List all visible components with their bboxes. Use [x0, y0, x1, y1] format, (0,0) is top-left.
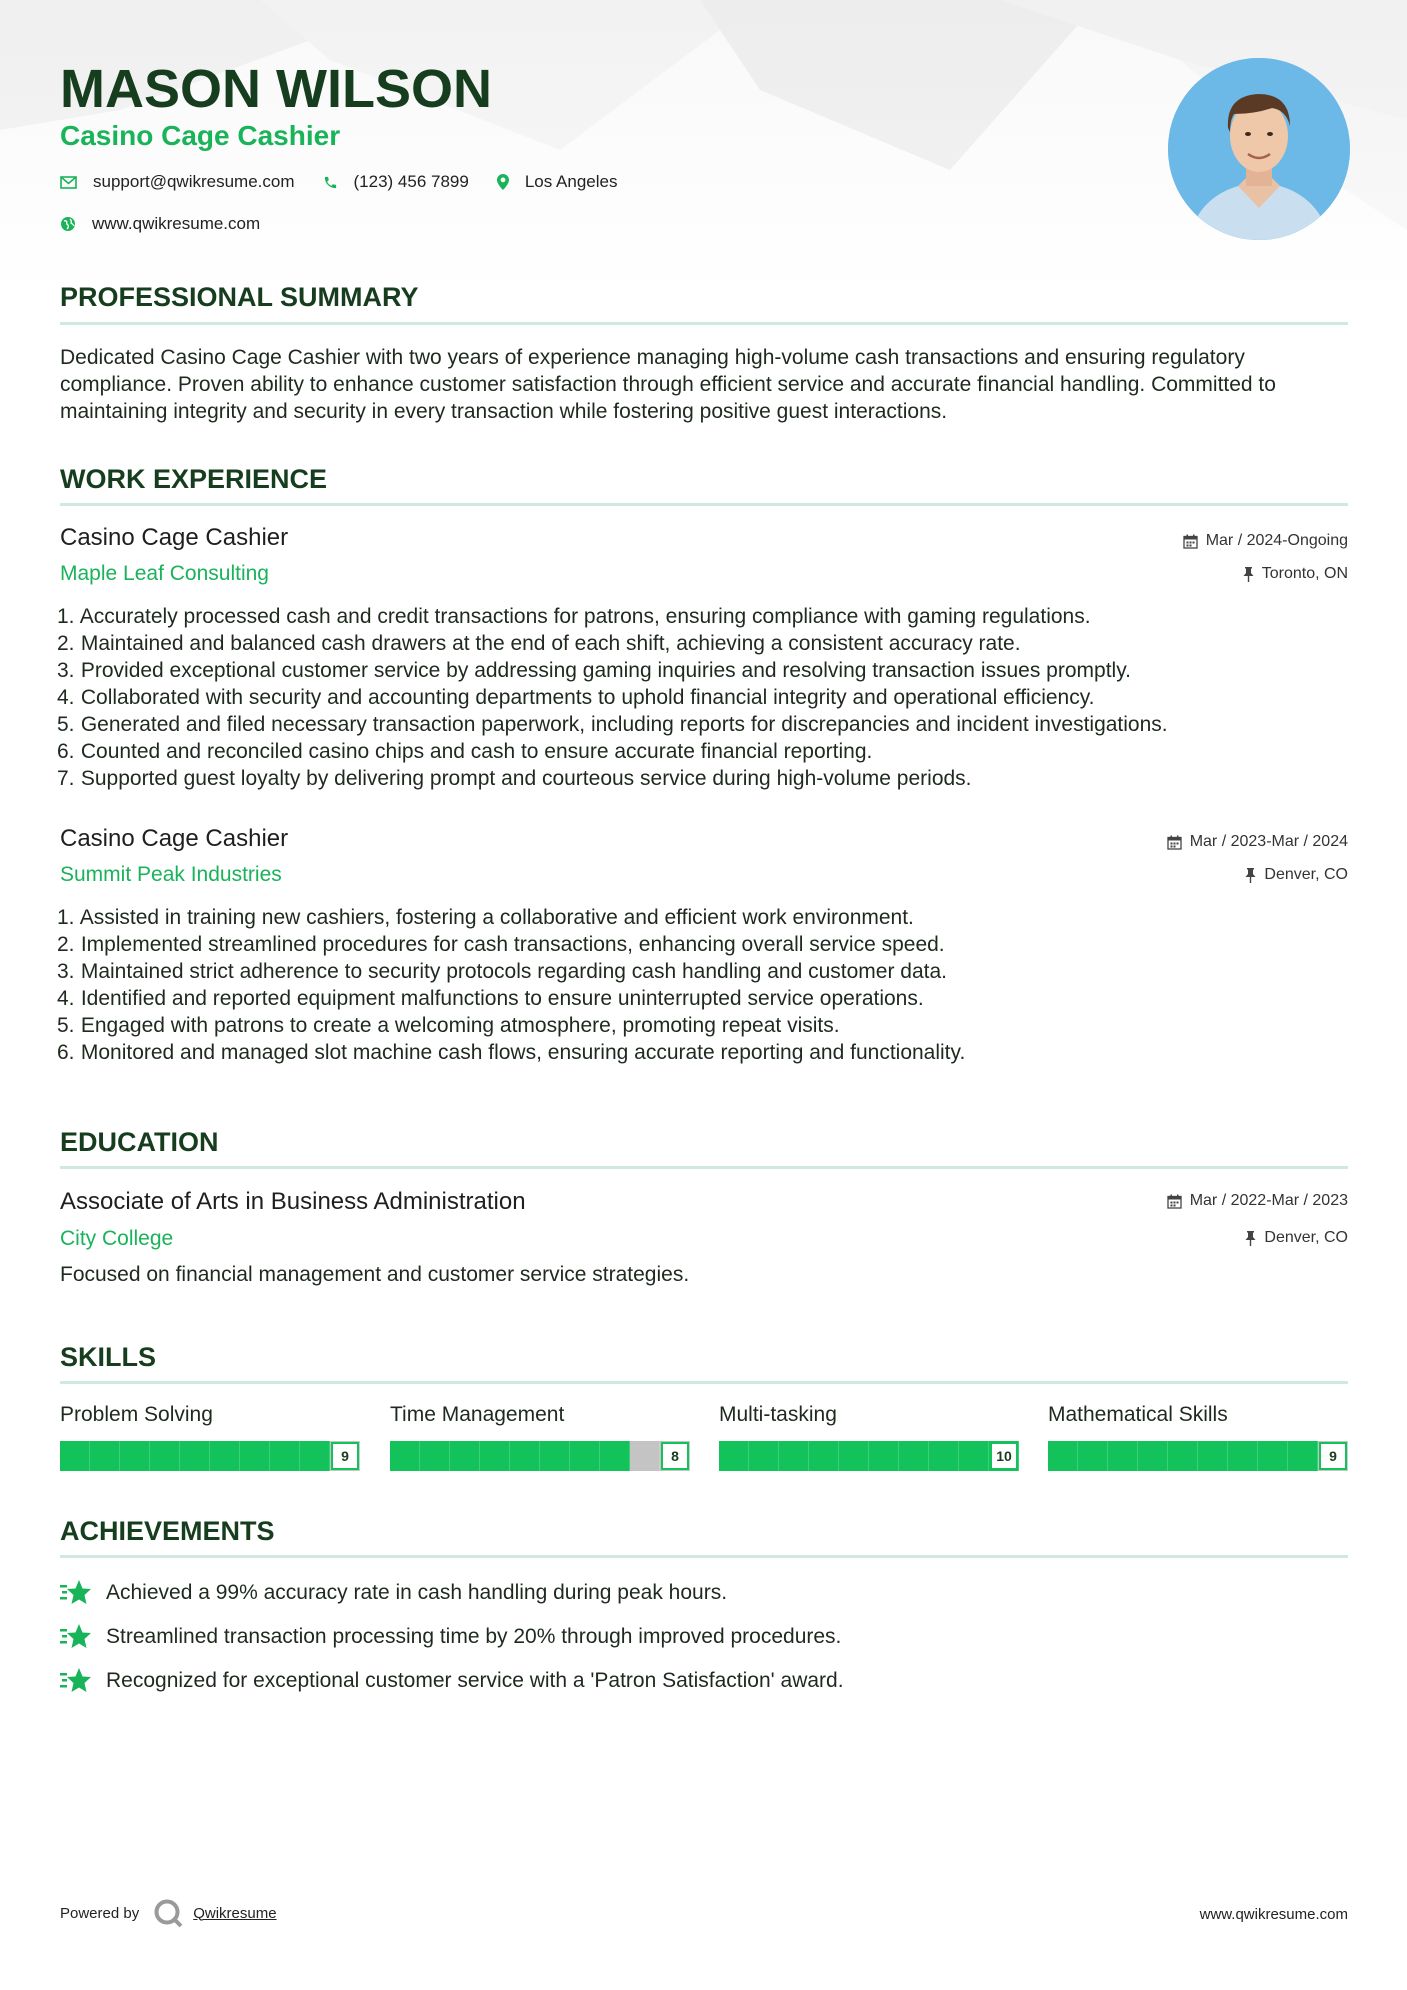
- star-icon: [60, 1666, 92, 1696]
- job-dates-text: Mar / 2024-Ongoing: [1205, 532, 1348, 549]
- skill-bar-segment: [1108, 1441, 1138, 1471]
- list-item: 1. Accurately processed cash and credit transactions for patrons, ensuring compliance with gaming regulations.: [57, 605, 1091, 628]
- skill-name: Multi-tasking: [719, 1403, 837, 1426]
- list-item: 2. Implemented streamlined procedures for cash transactions, enhancing overall service speed.: [57, 933, 945, 956]
- job-location: [1243, 565, 1348, 583]
- footer-powered-by: [60, 1898, 277, 1928]
- email-text: support@qwikresume.com: [93, 172, 295, 191]
- skill-level-badge: 9: [1319, 1442, 1347, 1470]
- qwikresume-logo-icon: [153, 1898, 183, 1928]
- skill-bar-segment: [749, 1441, 779, 1471]
- location-text: Los Angeles: [524, 172, 618, 191]
- pushpin-icon: [1243, 567, 1254, 582]
- job-bullets: [57, 904, 966, 1066]
- footer-website[interactable]: www.qwikresume.com: [1199, 1906, 1348, 1923]
- job-title: Casino Cage Cashier: [60, 825, 289, 852]
- contact-row-2: [60, 214, 288, 234]
- skill-bar-segment: [1048, 1441, 1078, 1471]
- job-location-text: Denver, CO: [1264, 866, 1348, 883]
- list-item: 6. Monitored and managed slot machine cash flows, ensuring accurate reporting and functionality.: [57, 1041, 966, 1064]
- skill-bar: [60, 1441, 360, 1471]
- skill-level-badge: 8: [661, 1442, 689, 1470]
- contact-phone[interactable]: [323, 172, 469, 192]
- achievement-item: [60, 1578, 727, 1608]
- map-pin-icon: [497, 174, 509, 190]
- star-icon: [60, 1578, 92, 1608]
- phone-icon: [323, 175, 338, 190]
- skill-bar-segment: [839, 1441, 869, 1471]
- skill-bar-segment: [450, 1441, 480, 1471]
- job-company: Maple Leaf Consulting: [60, 562, 269, 585]
- phone-text: (123) 456 7899: [353, 172, 469, 191]
- skill-name: Time Management: [390, 1403, 565, 1426]
- achievement-text: Streamlined transaction processing time by 20% through improved procedures.: [106, 1625, 842, 1648]
- pushpin-icon: [1245, 1231, 1256, 1246]
- education-dates: [1167, 1192, 1348, 1210]
- calendar-icon: [1167, 1194, 1182, 1209]
- school-name: City College: [60, 1227, 174, 1250]
- job-bullets: [57, 603, 1168, 792]
- calendar-icon: [1167, 835, 1182, 850]
- brand-link[interactable]: Qwikresume: [193, 1904, 277, 1922]
- section-divider: [60, 1166, 1348, 1169]
- list-item: 3. Provided exceptional customer service by addressing gaming inquiries and resolving transaction issues promptly.: [57, 659, 1131, 682]
- globe-icon: [60, 216, 76, 232]
- skill-bar-segment: [600, 1441, 630, 1471]
- contact-location: [497, 172, 618, 192]
- skill-bar-segment: [390, 1441, 420, 1471]
- list-item: 3. Maintained strict adherence to security protocols regarding cash handling and customer data.: [57, 960, 948, 983]
- skill-bar-segment: [1138, 1441, 1168, 1471]
- skill-bar-segment: [929, 1441, 959, 1471]
- skill-bar-segment: [60, 1441, 90, 1471]
- achievement-text: Recognized for exceptional customer service with a 'Patron Satisfaction' award.: [106, 1669, 844, 1692]
- skill-bar-segment: [420, 1441, 450, 1471]
- contact-website[interactable]: [60, 214, 260, 234]
- skill-bar-segment: [1288, 1441, 1318, 1471]
- summary-text: Dedicated Casino Cage Cashier with two years of experience managing high-volume cash transactions and ensuring regulatory compliance. Proven ability to enhance customer satisfaction through efficient service and accurate financial handling. Committed to maintaining integrity and security in every transaction while fostering positive guest interactions.: [60, 346, 1276, 423]
- calendar-icon: [1183, 534, 1198, 549]
- skill-bar-segment: [630, 1441, 660, 1471]
- job-title: Casino Cage Cashier: [60, 524, 289, 551]
- skill-name: Mathematical Skills: [1048, 1403, 1228, 1426]
- powered-by-text: Powered by: [60, 1904, 140, 1922]
- skills-heading: SKILLS: [60, 1342, 157, 1372]
- skill-bar: [390, 1441, 690, 1471]
- experience-heading: WORK EXPERIENCE: [60, 464, 328, 494]
- list-item: 6. Counted and reconciled casino chips and cash to ensure accurate financial reporting.: [57, 740, 873, 763]
- skill-item: [719, 1403, 1019, 1471]
- skill-bar-segment: [480, 1441, 510, 1471]
- section-divider: [60, 503, 1348, 506]
- skill-bar-segment: [779, 1441, 809, 1471]
- skill-bar-segment: [1078, 1441, 1108, 1471]
- job-location-text: Toronto, ON: [1261, 565, 1348, 582]
- skill-bar-segment: [240, 1441, 270, 1471]
- job-dates: [1183, 532, 1348, 550]
- skill-item: [390, 1403, 690, 1471]
- achievement-text: Achieved a 99% accuracy rate in cash handling during peak hours.: [106, 1581, 728, 1604]
- skill-name: Problem Solving: [60, 1403, 213, 1426]
- education-location-text: Denver, CO: [1264, 1229, 1348, 1246]
- candidate-name: MASON WILSON: [60, 59, 492, 119]
- education-description: Focused on financial management and customer service strategies.: [60, 1263, 690, 1286]
- skill-bar-segment: [719, 1441, 749, 1471]
- skill-bar: [1048, 1441, 1348, 1471]
- job-location: [1245, 866, 1348, 884]
- section-divider: [60, 1381, 1348, 1384]
- list-item: 7. Supported guest loyalty by delivering prompt and courteous service during high-volume periods.: [57, 767, 972, 790]
- skill-bar-segment: [809, 1441, 839, 1471]
- list-item: 5. Generated and filed necessary transaction paperwork, including reports for discrepancies and incident investigations.: [57, 713, 1168, 736]
- section-divider: [60, 1555, 1348, 1558]
- degree-title: Associate of Arts in Business Administration: [60, 1188, 526, 1215]
- skill-bar-segment: [959, 1441, 989, 1471]
- contact-email[interactable]: [60, 172, 295, 192]
- list-item: 1. Assisted in training new cashiers, fostering a collaborative and efficient work environment.: [57, 906, 914, 929]
- website-text: www.qwikresume.com: [92, 214, 261, 233]
- pushpin-icon: [1245, 868, 1256, 883]
- skill-bar-segment: [270, 1441, 300, 1471]
- skill-bar-segment: [1228, 1441, 1258, 1471]
- skill-bar-segment: [150, 1441, 180, 1471]
- job-dates: [1167, 833, 1348, 851]
- skill-bar-segment: [1198, 1441, 1228, 1471]
- candidate-title: Casino Cage Cashier: [60, 120, 341, 151]
- skill-item: [60, 1403, 360, 1471]
- education-location: [1245, 1229, 1348, 1247]
- skill-bar-segment: [899, 1441, 929, 1471]
- skill-bar-segment: [1258, 1441, 1288, 1471]
- skill-bar-segment: [510, 1441, 540, 1471]
- skill-item: [1048, 1403, 1348, 1471]
- achievements-heading: ACHIEVEMENTS: [60, 1516, 275, 1546]
- section-divider: [60, 322, 1348, 325]
- avatar: [1168, 58, 1350, 240]
- achievement-item: [60, 1622, 841, 1652]
- list-item: 4. Collaborated with security and accounting departments to uphold financial integrity and operational efficiency.: [57, 686, 1095, 709]
- star-icon: [60, 1622, 92, 1652]
- skill-level-badge: 10: [990, 1442, 1018, 1470]
- list-item: 2. Maintained and balanced cash drawers at the end of each shift, achieving a consistent accuracy rate.: [57, 632, 1021, 655]
- achievement-item: [60, 1666, 844, 1696]
- job-dates-text: Mar / 2023-Mar / 2024: [1189, 833, 1348, 850]
- job-company: Summit Peak Industries: [60, 863, 282, 886]
- skill-bar: [719, 1441, 1019, 1471]
- skill-bar-segment: [1168, 1441, 1198, 1471]
- education-heading: EDUCATION: [60, 1127, 219, 1157]
- skill-bar-segment: [869, 1441, 899, 1471]
- skill-level-badge: 9: [331, 1442, 359, 1470]
- education-dates-text: Mar / 2022-Mar / 2023: [1189, 1192, 1348, 1209]
- skill-bar-segment: [120, 1441, 150, 1471]
- summary-heading: PROFESSIONAL SUMMARY: [60, 282, 419, 312]
- skill-bar-segment: [210, 1441, 240, 1471]
- profile-photo: [1168, 58, 1350, 240]
- skill-bar-segment: [180, 1441, 210, 1471]
- skill-bar-segment: [570, 1441, 600, 1471]
- skill-bar-segment: [540, 1441, 570, 1471]
- skill-bar-segment: [300, 1441, 330, 1471]
- list-item: 5. Engaged with patrons to create a welcoming atmosphere, promoting repeat visits.: [57, 1014, 840, 1037]
- envelope-icon: [60, 176, 77, 189]
- skill-bar-segment: [90, 1441, 120, 1471]
- list-item: 4. Identified and reported equipment malfunctions to ensure uninterrupted service operations.: [57, 987, 924, 1010]
- contact-row: [60, 172, 645, 192]
